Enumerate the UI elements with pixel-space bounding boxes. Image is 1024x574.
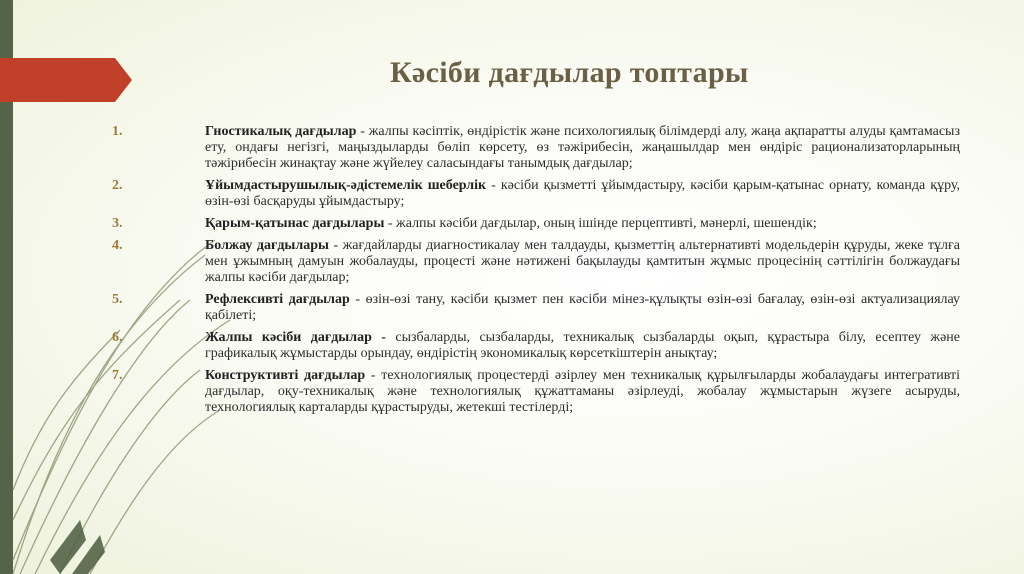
item-number: 7.: [112, 368, 123, 383]
item-term: Рефлексивті дағдылар: [205, 292, 350, 307]
item-description: - кәсіби қызметті ұйымдастыру, кәсіби қарым-қатынас орнату, команда құру, өзін-өзі басқаруды ұйымдастыру;: [205, 178, 960, 209]
item-description: - жалпы кәсіптік, өндірістік және психологиялық білімдерді алу, жаңа ақпаратты алуды қамтамасыз ету, ондағы негізгі, маңыздыларды бөліп көрсету, өз тәжірибесін, жаңашылдар мен өндіріс рационализаторларының тәжірибесін жинақтау және жүйелеу саласындағы танымдық дағдылар;: [205, 124, 960, 171]
item-text: [205, 178, 960, 210]
item-text: [205, 292, 960, 324]
item-text: [205, 330, 960, 362]
item-term: Қарым-қатынас дағдылары: [205, 216, 385, 231]
item-number: 1.: [112, 124, 123, 139]
item-text: [205, 368, 960, 416]
item-description: - технологиялық процестерді әзірлеу мен техникалық құрылғыларды жобалаудағы интегративті дағдылар, оқу-техникалық және технологиялық құжаттаманы әзірлеуді, жобалау жұмыстарын жүзеге асыруды, технологиялық карталарды құрастыруды, жетекші тестілерді;: [205, 368, 960, 415]
list-item: [0, 216, 1024, 232]
item-number: 5.: [112, 292, 123, 307]
item-text: [205, 238, 960, 286]
skills-list: [0, 124, 1024, 422]
item-description: - жағдайларды диагностикалау мен талдауды, қызметтің альтернативті модельдерін құруды, жеке тұлға мен ұжымның дамуын жобалауды, процесті және нәтижені бақылауды қамтитын жұмыс процесінің сәттілігін болжаудағы жалпы кәсіби дағдылар;: [205, 238, 961, 285]
slide-title: Кәсіби дағдылар топтары: [390, 56, 749, 89]
item-description: сызбаларды, сызбаларды, техникалық сызбаларды оқып, құрастыра білу, есептеу және графикалық жұмыстарды орындау, өндірістің экономикалық көрсеткіштерін анықтау;: [205, 330, 960, 361]
item-text: [205, 216, 960, 232]
item-term: Ұйымдастырушылық-әдістемелік шеберлік: [205, 178, 487, 193]
item-text: [205, 124, 960, 172]
item-term: Гностикалық дағдылар: [205, 124, 357, 139]
item-description: - өзін-өзі тану, кәсіби қызмет пен кәсіби мінез-құлықты өзін-өзі бағалау, өзін-өзі актуализациялау қабілеті;: [205, 292, 960, 323]
list-item: [0, 330, 1024, 362]
item-term: Конструктивті дағдылар: [205, 368, 366, 383]
list-item: [0, 178, 1024, 210]
list-item: [0, 124, 1024, 172]
title-arrow-shape: [0, 58, 132, 102]
item-number: 4.: [112, 238, 123, 253]
list-item: [0, 368, 1024, 416]
list-item: [0, 238, 1024, 286]
item-description: - жалпы кәсіби дағдылар, оның ішінде перцептивті, мәнерлі, шешендік;: [384, 216, 817, 231]
list-item: [0, 292, 1024, 324]
item-number: 2.: [112, 178, 123, 193]
item-number: 6.: [112, 330, 123, 345]
item-term: Болжау дағдылары: [205, 238, 329, 253]
item-term: Жалпы кәсіби дағдылар -: [205, 330, 386, 345]
item-number: 3.: [112, 216, 123, 231]
